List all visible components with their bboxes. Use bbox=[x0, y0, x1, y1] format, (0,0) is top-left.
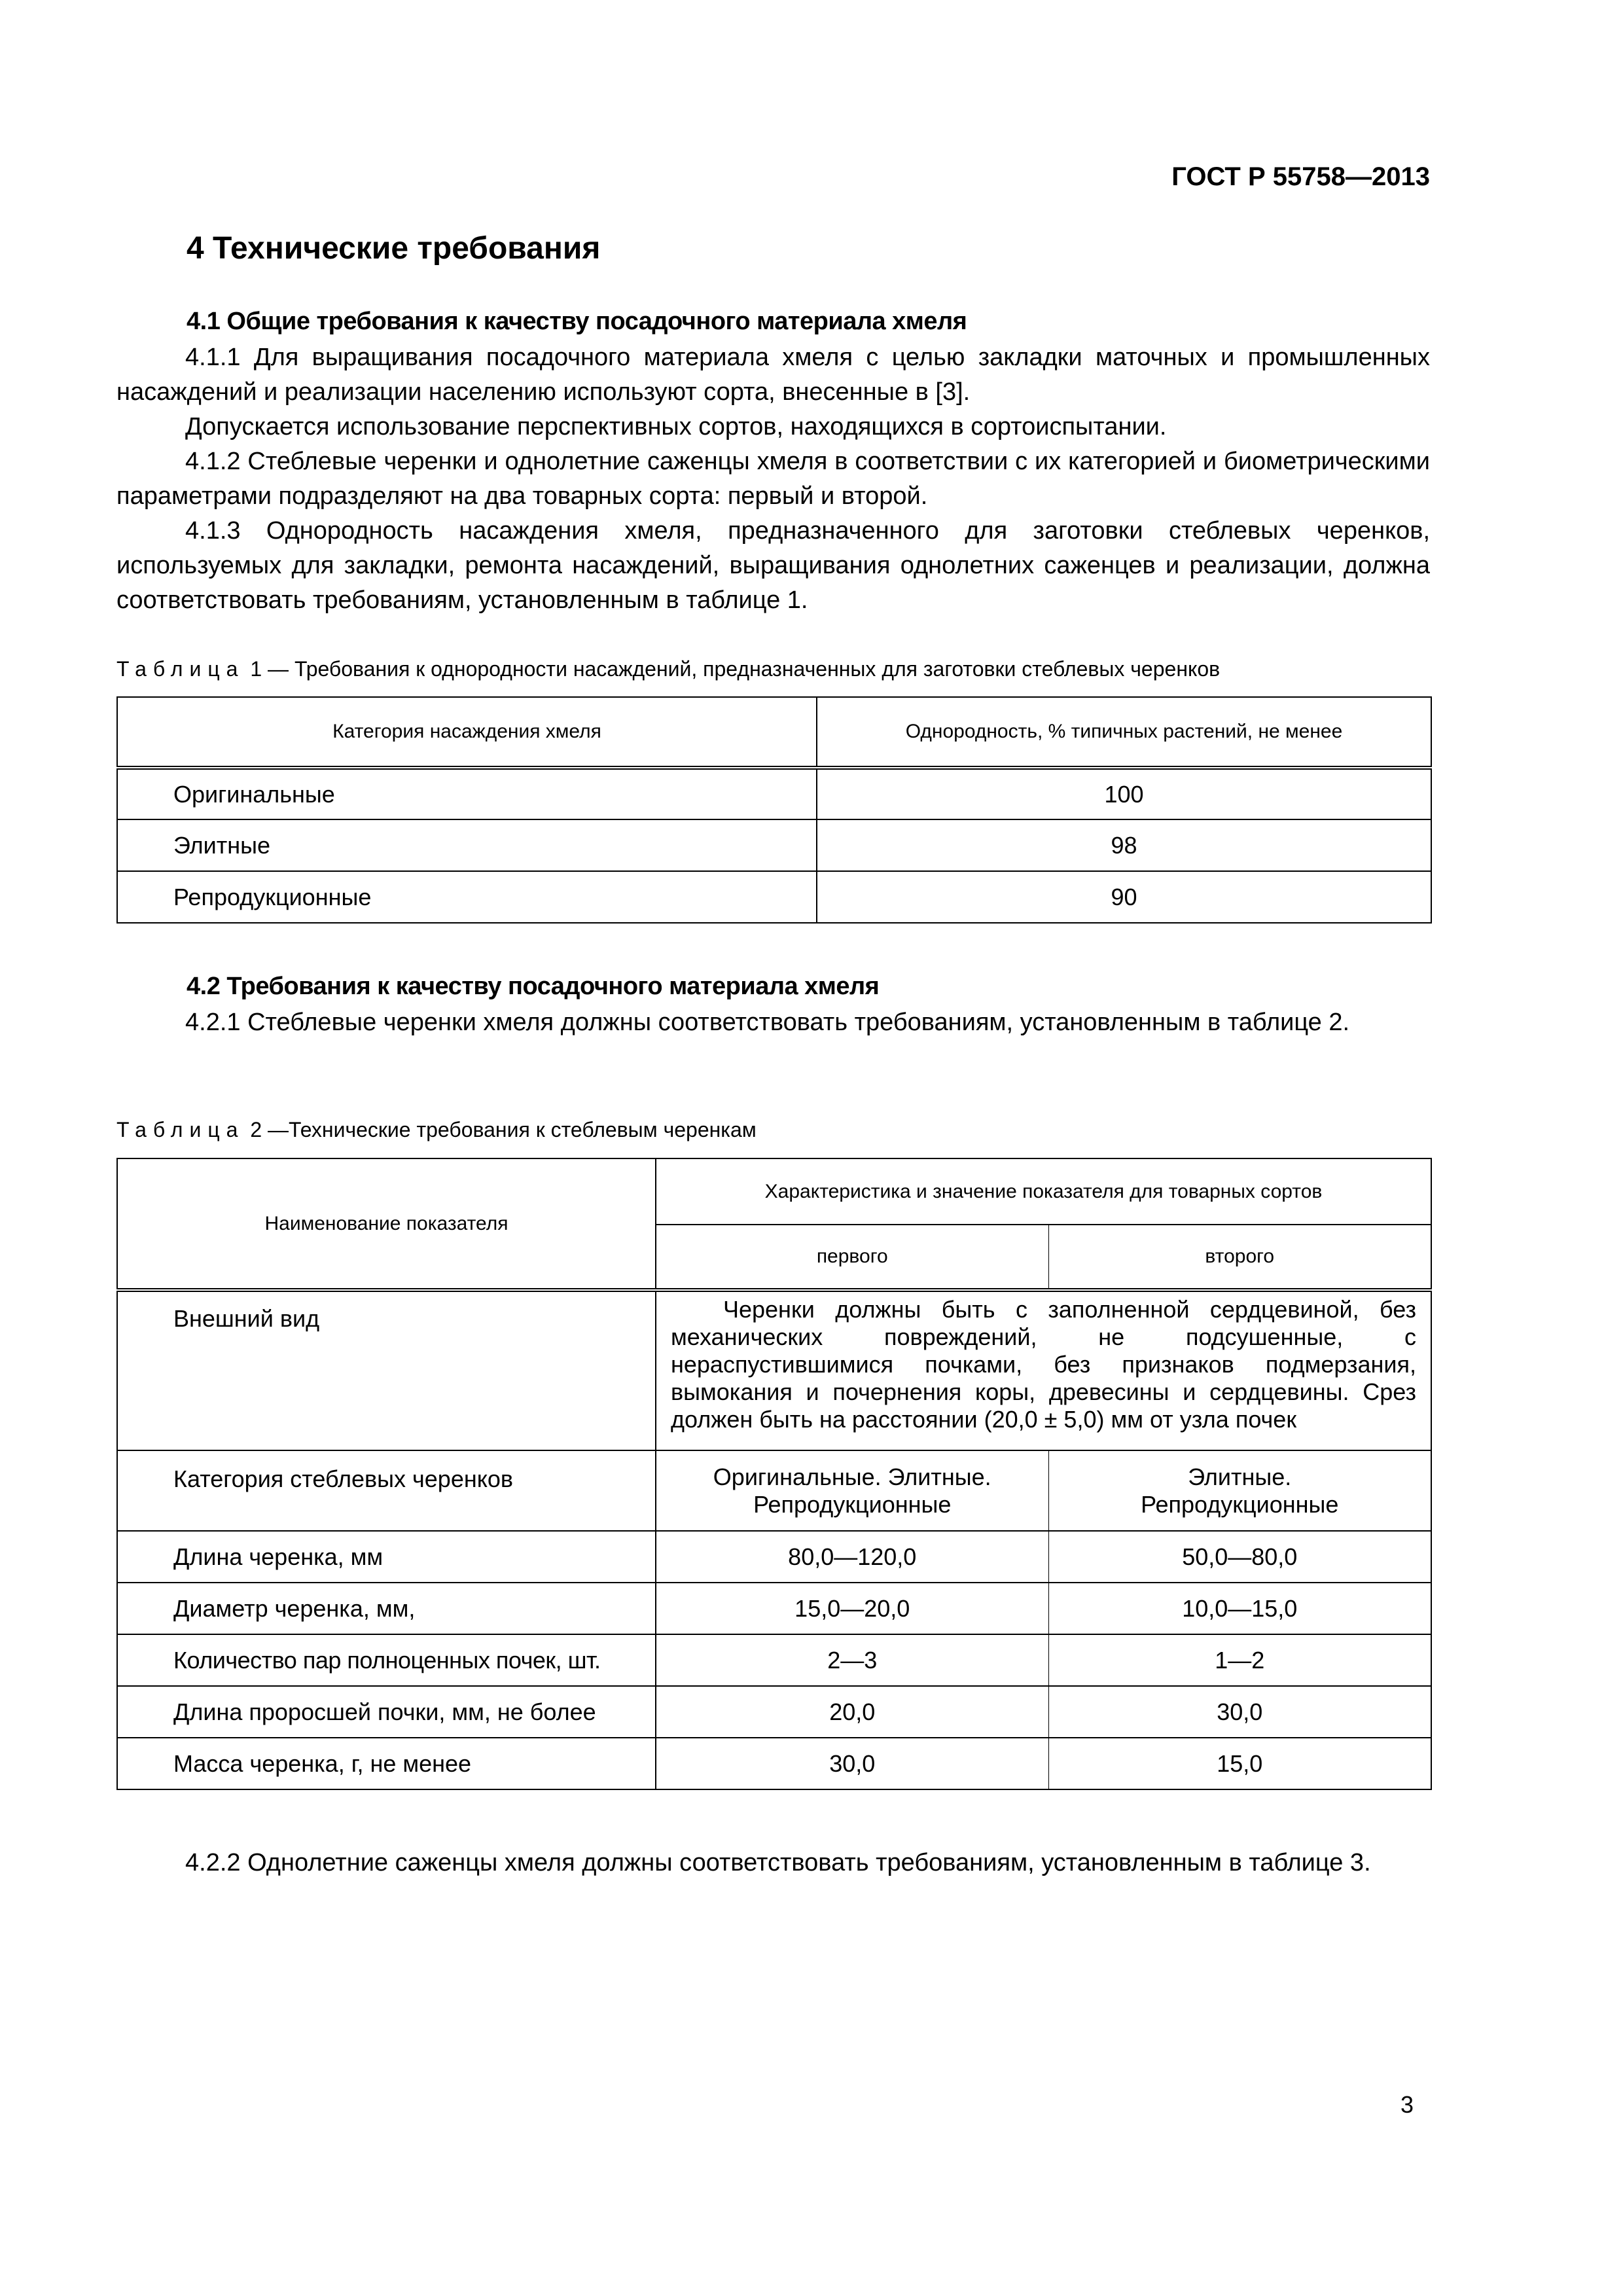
table2-header-name: Наименование показателя bbox=[117, 1158, 656, 1290]
table2-header-group: Характеристика и значение показателя для товарных сортов bbox=[656, 1158, 1431, 1225]
table2-header-row-1 bbox=[117, 1158, 1431, 1225]
table-row: Количество пар полноценных почек, шт. 2—3 1—2 bbox=[117, 1634, 1431, 1686]
paragraph-4-1-3: 4.1.3 Однородность насаждения хмеля, предназначенного для заготовки стеблевых черенков, используемых для закладки, ремонта насаждений, выращивания однолетних саженцев и реализации, должна соответствовать требованиям, установленным в таблице 1. bbox=[116, 517, 1430, 614]
paragraph-4-1-2: 4.1.2 Стеблевые черенки и однолетние саженцы хмеля в соответствии с их категорией и биометрическими параметрами подразделяют на два товарных сорта: первый и второй. bbox=[116, 448, 1430, 510]
document-id: ГОСТ Р 55758—2013 bbox=[1171, 162, 1430, 191]
table1-caption: Таблица 1 — Требования к однородности насаждений, предназначенных для заготовки стеблевых черенков bbox=[116, 657, 1221, 681]
subsection-4-1-title: 4.1 Общие требования к качеству посадочного материала хмеля bbox=[187, 308, 967, 335]
paragraph-4-2-1: 4.2.1 Стеблевые черенки хмеля должны соответствовать требованиям, установленным в таблице 2. bbox=[185, 1009, 1350, 1036]
appearance-label: Внешний вид bbox=[117, 1290, 656, 1450]
paragraph-4-2-2: 4.2.2 Однолетние саженцы хмеля должны соответствовать требованиям, установленным в таблице 3. bbox=[185, 1849, 1371, 1876]
table2-caption: Таблица 2 —Технические требования к стеблевым черенкам bbox=[116, 1118, 757, 1141]
table2-header-first: первого bbox=[656, 1225, 1048, 1290]
table1-header-row bbox=[117, 697, 1431, 768]
table-row: Элитные 98 bbox=[117, 819, 1431, 871]
table-row: Оригинальные 100 bbox=[117, 768, 1431, 819]
table2-header-second: второго bbox=[1048, 1225, 1431, 1290]
table1-homogeneity bbox=[116, 696, 1432, 924]
table1-header-category: Категория насаждения хмеля bbox=[117, 697, 817, 768]
subsection-4-2-title: 4.2 Требования к качеству посадочного материала хмеля bbox=[187, 973, 880, 1000]
table-row: Репродукционные 90 bbox=[117, 871, 1431, 923]
table-row: Длина проросшей почки, мм, не более 20,0 30,0 bbox=[117, 1686, 1431, 1738]
paragraph-allowed-varieties: Допускается использование перспективных сортов, находящихся в сортоиспытании. bbox=[185, 413, 1167, 440]
appearance-description: Черенки должны быть с заполненной сердцевиной, без механических повреждений, не подсушенные, с нераспустившимися почками, без признаков подмерзания, вымокания и почернения коры, древесины и сердцевины. Срез должен быть на расстоянии (20,0 ± 5,0) мм от узла почек bbox=[656, 1290, 1431, 1450]
table-row bbox=[117, 1290, 1431, 1450]
table-row: Масса черенка, г, не менее 30,0 15,0 bbox=[117, 1738, 1431, 1789]
table2-technical-requirements bbox=[116, 1158, 1432, 1790]
page-number: 3 bbox=[1400, 2091, 1414, 2118]
table-row: Категория стеблевых черенков Оригинальные. Элитные. Репродукционные Элитные. Репродукционные bbox=[117, 1450, 1431, 1531]
table1-header-homogeneity: Однородность, % типичных растений, не менее bbox=[817, 697, 1431, 768]
paragraph-4-1-1: 4.1.1 Для выращивания посадочного материала хмеля с целью закладки маточных и промышленных насаждений и реализации населению используют сорта, внесенные в [3]. bbox=[116, 344, 1430, 406]
table-row: Диаметр черенка, мм, 15,0—20,0 10,0—15,0 bbox=[117, 1583, 1431, 1634]
section-title: 4 Технические требования bbox=[187, 231, 601, 266]
table-row: Длина черенка, мм 80,0—120,0 50,0—80,0 bbox=[117, 1531, 1431, 1583]
